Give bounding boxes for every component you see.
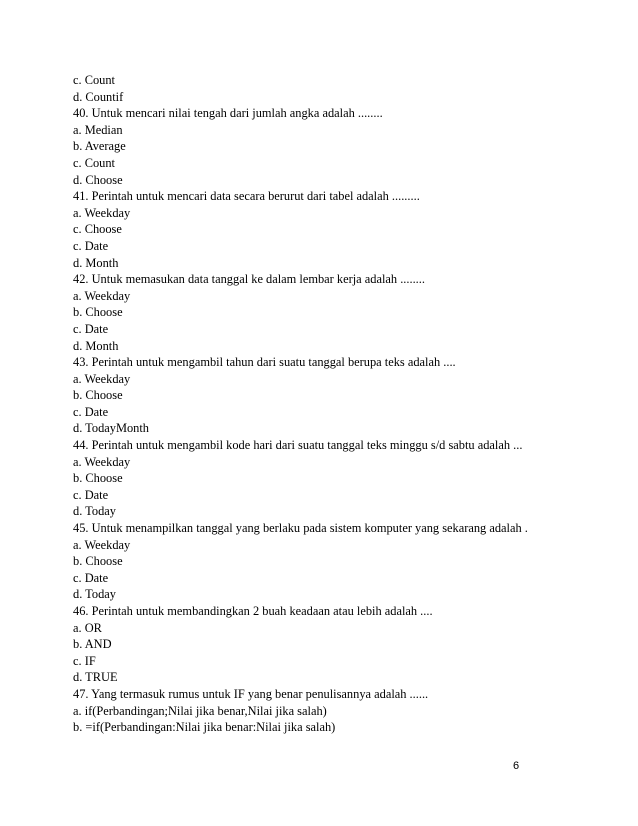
- text-line: d. Today: [73, 587, 116, 602]
- text-line: c. Date: [73, 238, 109, 253]
- text-line: a. Median: [73, 122, 123, 137]
- text-line: b. AND: [73, 637, 112, 652]
- text-line: b. Average: [73, 139, 126, 154]
- text-line: a. Weekday: [73, 205, 131, 220]
- text-line: a. Weekday: [73, 454, 131, 469]
- question-47: 47. Yang termasuk rumus untuk IF yang benar penulisannya adalah ......: [73, 686, 429, 701]
- text-line: d. Month: [73, 255, 119, 270]
- text-line: a. Weekday: [73, 371, 131, 386]
- question-42: 42. Untuk memasukan data tanggal ke dalam lembar kerja adalah ........: [73, 272, 425, 287]
- text-line: a. if(Perbandingan;Nilai jika benar,Nilai jika salah): [73, 703, 327, 718]
- text-line: b. Choose: [73, 388, 123, 403]
- text-line: d. TodayMonth: [73, 421, 150, 436]
- text-line: c. Choose: [73, 222, 122, 237]
- text-line: b. Choose: [73, 471, 123, 486]
- text-line: a. Weekday: [73, 288, 131, 303]
- text-line: c. Count: [73, 155, 115, 170]
- question-46: 46. Perintah untuk membandingkan 2 buah keadaan atau lebih adalah ....: [73, 604, 433, 618]
- text-line: d. Countif: [73, 89, 124, 104]
- document-body: [73, 72, 593, 736]
- text-line: b. Choose: [73, 554, 123, 569]
- text-line: c. Date: [73, 487, 109, 502]
- text-line: c. Count: [73, 73, 115, 87]
- text-line: b. Choose: [73, 305, 123, 320]
- text-line: a. Weekday: [73, 537, 131, 552]
- text-line: c. IF: [73, 653, 96, 668]
- text-line: d. Today: [73, 504, 116, 519]
- text-line: c. Date: [73, 570, 109, 585]
- page-number: 6: [513, 760, 520, 772]
- question-43: 43. Perintah untuk mengambil tahun dari suatu tanggal berupa teks adalah ....: [73, 355, 456, 370]
- question-40: 40. Untuk mencari nilai tengah dari jumlah angka adalah ........: [73, 106, 383, 121]
- text-line: a. OR: [73, 620, 102, 635]
- text-line: d. Month: [73, 338, 119, 353]
- text-line: b. =if(Perbandingan:Nilai jika benar:Nilai jika salah): [73, 720, 336, 735]
- text-line: c. Date: [73, 321, 109, 336]
- text-line: c. Date: [73, 404, 109, 419]
- question-45: 45. Untuk menampilkan tanggal yang berlaku pada sistem komputer yang sekarang adalah .: [73, 521, 528, 536]
- question-41: 41. Perintah untuk mencari data secara berurut dari tabel adalah .........: [73, 189, 420, 204]
- text-line: d. Choose: [73, 172, 123, 187]
- text-line: d. TRUE: [73, 670, 118, 685]
- question-44: 44. Perintah untuk mengambil kode hari dari suatu tanggal teks minggu s/d sabtu adalah ...: [73, 438, 523, 453]
